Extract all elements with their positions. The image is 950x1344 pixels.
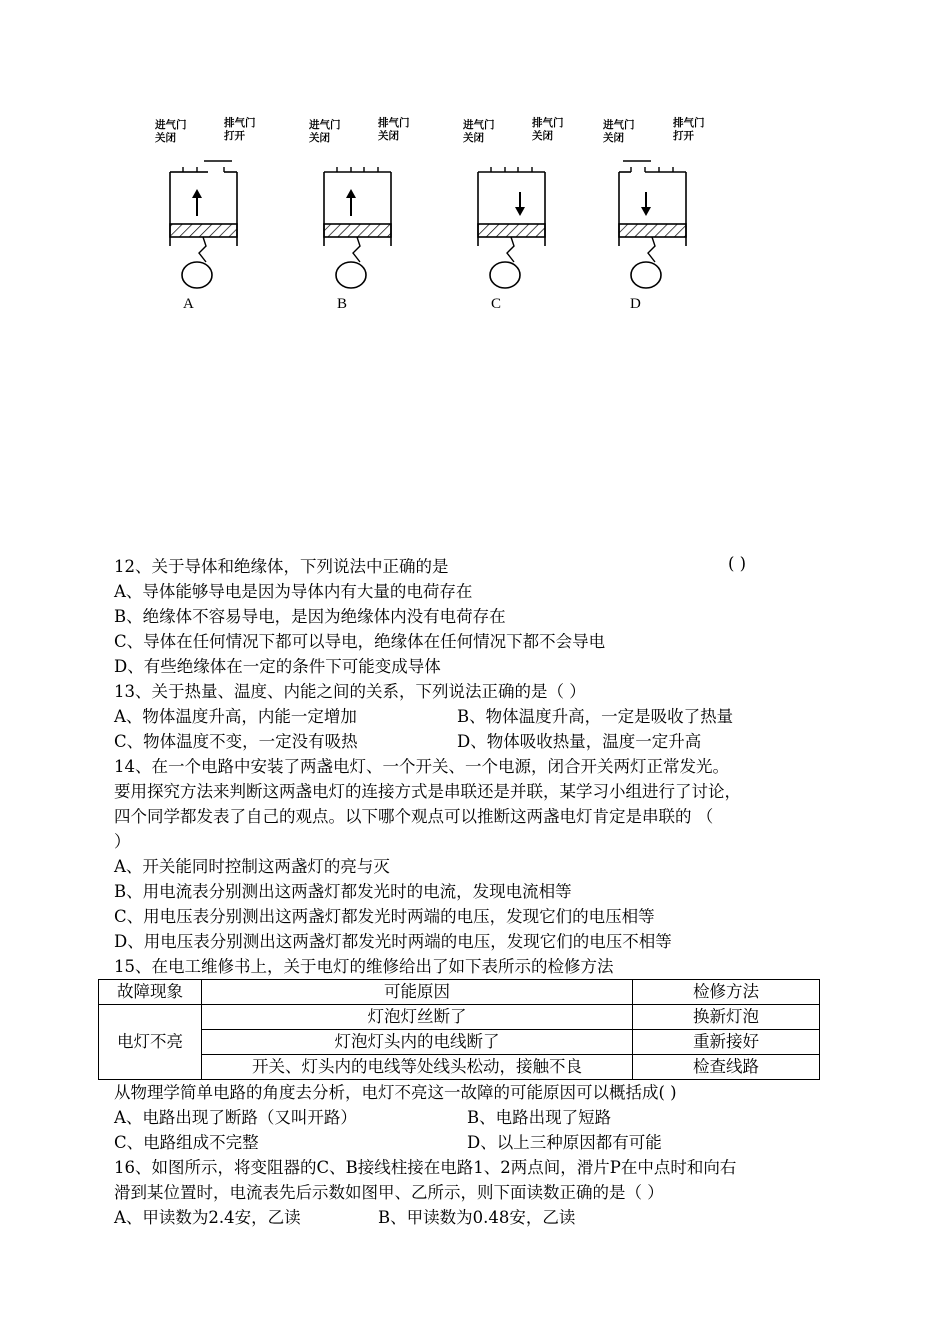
valve-name: 进气门 [603, 119, 635, 131]
q14-option-b: B、用电流表分别测出这两盏灯都发光时的电流，发现电流相等 [114, 882, 572, 901]
q13-stem: 13、关于热量、温度、内能之间的关系，下列说法正确的是（ ） [114, 682, 586, 701]
q15-stem: 15、在电工维修书上，关于电灯的维修给出了如下表所示的检修方法 [114, 957, 614, 976]
engine-a-exhaust-label [224, 117, 256, 143]
table-header-row [99, 980, 820, 1005]
valve-name: 排气门 [673, 117, 705, 129]
method-cell: 检查线路 [633, 1055, 820, 1080]
q15-question: 从物理学简单电路的角度去分析，电灯不亮这一故障的可能原因可以概括成( ) [114, 1083, 677, 1102]
valve-name: 排气门 [378, 117, 410, 129]
q14-stem-line-2: 要用探究方法来判断这两盏电灯的连接方式是串联还是并联，某学习小组进行了讨论， [114, 782, 741, 801]
q15-option-b: B、电路出现了短路 [467, 1108, 612, 1127]
engine-c-intake-label [463, 119, 495, 145]
engine-diagrams [0, 0, 950, 330]
engine-d-exhaust-label [673, 117, 705, 143]
method-cell: 重新接好 [633, 1030, 820, 1055]
header-symptom: 故障现象 [99, 980, 202, 1005]
valve-state: 关闭 [463, 132, 484, 144]
valve-name: 进气门 [155, 119, 187, 131]
valve-state: 打开 [224, 130, 245, 142]
table-row [99, 1030, 820, 1055]
q16-option-b: B、甲读数为0.48安，乙读 [378, 1208, 576, 1227]
symptom-cell: 电灯不亮 [99, 1005, 202, 1080]
engine-stroke-figure [0, 0, 950, 330]
valve-name: 排气门 [224, 117, 256, 129]
table-row [99, 1005, 820, 1030]
valve-state: 关闭 [155, 132, 176, 144]
engine-c-exhaust-label [532, 117, 564, 143]
valve-name: 进气门 [463, 119, 495, 131]
valve-name: 进气门 [309, 119, 341, 131]
q16-option-a: A、甲读数为2.4安，乙读 [114, 1208, 301, 1227]
header-method: 检修方法 [633, 980, 820, 1005]
q12-answer-paren: ( ) [728, 554, 747, 573]
engine-d-letter: D [630, 296, 641, 312]
engine-a-letter: A [183, 296, 194, 312]
q13-option-d: D、物体吸收热量，温度一定升高 [457, 732, 702, 751]
table-row [99, 1055, 820, 1080]
fault-table [98, 979, 820, 1080]
q16-stem-line-1: 16、如图所示，将变阻器的C、B接线柱接在电路1、2两点间，滑片P在中点时和向右 [114, 1158, 737, 1177]
engine-a-diagram [170, 161, 237, 288]
engine-a-intake-label [155, 119, 187, 145]
valve-state: 打开 [673, 130, 694, 142]
engine-d-intake-label [603, 119, 635, 145]
q16-stem-line-2: 滑到某位置时，电流表先后示数如图甲、乙所示，则下面读数正确的是（ ） [114, 1183, 664, 1202]
q14-stem-line-3: 四个同学都发表了自己的观点。以下哪个观点可以推断这两盏电灯肯定是串联的 （ [114, 807, 714, 826]
q13-option-c: C、物体温度不变，一定没有吸热 [114, 732, 358, 751]
engine-b-letter: B [337, 296, 348, 312]
q15-option-a: A、电路出现了断路（又叫开路） [114, 1108, 357, 1127]
q14-stem-line-4: ） [114, 832, 131, 851]
cause-cell: 灯泡灯丝断了 [202, 1005, 633, 1030]
q12-option-b: B、绝缘体不容易导电，是因为绝缘体内没有电荷存在 [114, 607, 506, 626]
engine-b-diagram [324, 167, 391, 288]
engine-c-diagram [478, 167, 545, 288]
valve-name: 排气门 [532, 117, 564, 129]
engine-b-exhaust-label [378, 117, 410, 143]
q14-stem-line-1: 14、在一个电路中安装了两盏电灯、一个开关、一个电源，闭合开关两灯正常发光。 [114, 757, 729, 776]
q12-stem: 12、关于导体和绝缘体，下列说法中正确的是 [114, 557, 449, 576]
cause-cell: 开关、灯头内的电线等处线头松动，接触不良 [202, 1055, 633, 1080]
cause-cell: 灯泡灯头内的电线断了 [202, 1030, 633, 1055]
valve-state: 关闭 [378, 130, 399, 142]
q14-option-a: A、开关能同时控制这两盏灯的亮与灭 [114, 857, 390, 876]
q15-option-c: C、电路组成不完整 [114, 1133, 259, 1152]
header-cause: 可能原因 [202, 980, 633, 1005]
valve-state: 关闭 [309, 132, 330, 144]
engine-d-diagram [619, 161, 686, 288]
q12-option-a: A、导体能够导电是因为导体内有大量的电荷存在 [114, 582, 473, 601]
engine-b-intake-label [309, 119, 341, 145]
q13-option-b: B、物体温度升高，一定是吸收了热量 [457, 707, 734, 726]
method-cell: 换新灯泡 [633, 1005, 820, 1030]
q12-option-c: C、导体在任何情况下都可以导电，绝缘体在任何情况下都不会导电 [114, 632, 606, 651]
q14-option-c: C、用电压表分别测出这两盏灯都发光时两端的电压，发现它们的电压相等 [114, 907, 655, 926]
valve-state: 关闭 [603, 132, 624, 144]
q15-option-d: D、以上三种原因都有可能 [467, 1133, 662, 1152]
q13-option-a: A、物体温度升高，内能一定增加 [114, 707, 357, 726]
q14-option-d: D、用电压表分别测出这两盏灯都发光时两端的电压，发现它们的电压不相等 [114, 932, 672, 951]
engine-c-letter: C [491, 296, 502, 312]
valve-state: 关闭 [532, 130, 553, 142]
q12-option-d: D、有些绝缘体在一定的条件下可能变成导体 [114, 657, 441, 676]
